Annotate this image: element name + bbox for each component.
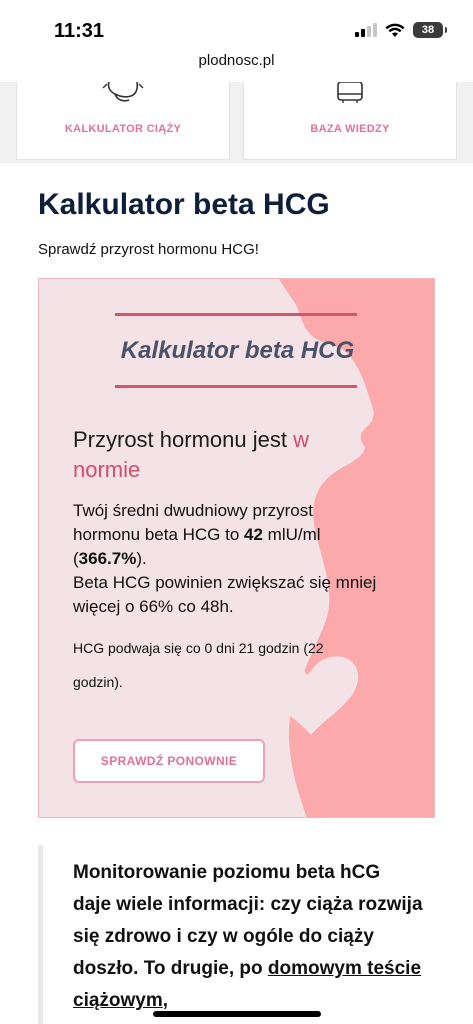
cellular-signal-icon <box>355 23 377 37</box>
result-text-2: mlU/ml ( <box>73 525 321 568</box>
home-indicator[interactable] <box>153 1011 321 1017</box>
nav-tile-label: KALKULATOR CIĄŻY <box>64 123 182 135</box>
calculator-title: Kalkulator beta HCG <box>120 337 355 364</box>
result-text-3: ). <box>136 549 147 568</box>
title-rule-bottom <box>115 385 357 388</box>
nav-tile-pregnancy-calculator[interactable] <box>16 82 230 160</box>
nav-tile-knowledge-base[interactable] <box>243 82 457 160</box>
recheck-button[interactable]: SPRAWDŹ PONOWNIE <box>73 739 265 783</box>
pregnancy-test-link[interactable]: domowym teście ciążowym <box>73 958 422 1011</box>
url-bar[interactable]: plodnosc.pl <box>0 52 473 82</box>
battery-icon: 38 <box>413 22 443 38</box>
result-status: w normie <box>73 427 309 482</box>
status-icons <box>355 22 443 38</box>
pregnant-woman-icon <box>101 82 145 106</box>
calculator-result-box <box>38 278 435 818</box>
page-title: Kalkulator beta HCG <box>38 188 330 221</box>
result-text-1: Twój średni dwudniowy przyrost hormonu beta HCG to <box>73 501 313 544</box>
increase-percent: 366.7% <box>78 549 137 568</box>
status-time: 11:31 <box>54 20 105 42</box>
wifi-icon <box>385 23 405 38</box>
lead-text-2: , <box>162 990 169 1011</box>
article-lead-quote <box>38 845 435 1024</box>
lead-text-1: Monitorowanie poziomu beta hCG daje wiele informacji: czy ciąża rozwija się zdrowo i czy w ogóle do ciąży doszło. To drugie, po <box>73 862 423 979</box>
result-text-4: Beta HCG powinien zwiększać się mniej więcej o 66% co 48h. <box>73 573 377 616</box>
result-heading <box>73 425 373 485</box>
page-subtitle: Sprawdź przyrost hormonu HCG! <box>38 241 259 258</box>
doubling-note: HCG podwaja się co 0 dni 21 godzin (22 godzin). <box>73 640 324 690</box>
page-background <box>0 82 473 1024</box>
nav-tile-label: BAZA WIEDZY <box>310 123 390 135</box>
status-bar <box>0 0 473 56</box>
result-description <box>73 499 383 619</box>
increase-value: 42 <box>244 525 263 544</box>
article-lead-text <box>73 857 423 1017</box>
result-prefix: Przyrost hormonu jest <box>73 427 294 452</box>
title-rule-top <box>115 313 357 316</box>
book-icon <box>333 82 367 104</box>
